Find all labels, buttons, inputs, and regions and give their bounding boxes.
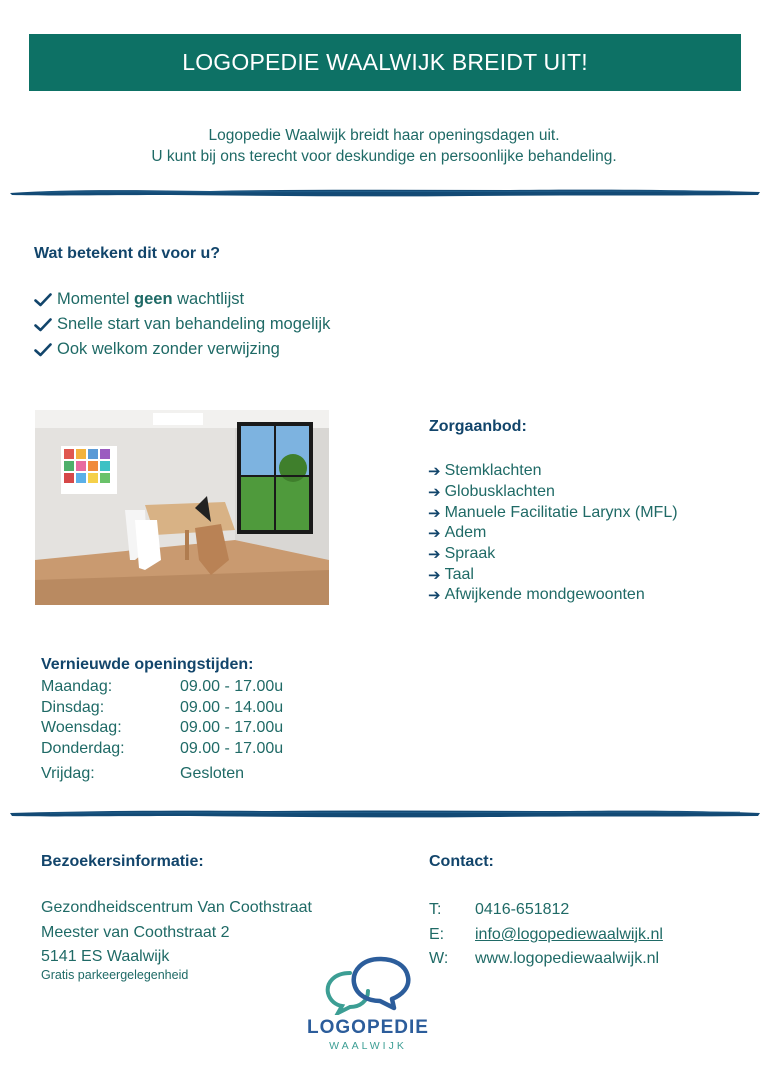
- services-heading: Zorgaanbod:: [429, 418, 527, 435]
- email-link[interactable]: info@logopediewaalwijk.nl: [475, 925, 663, 943]
- service-label: Globusklachten: [444, 483, 555, 501]
- hours-day: Dinsdag:: [41, 698, 105, 716]
- benefit-text: Ook welkom zonder verwijzing: [57, 340, 280, 358]
- hours-row: [41, 698, 283, 719]
- arrow-right-icon: ➔: [428, 484, 441, 502]
- benefits-list: [34, 287, 330, 362]
- address-line: Gezondheidscentrum Van Coothstraat: [41, 899, 312, 917]
- address-line: 5141 ES Waalwijk: [41, 948, 170, 966]
- hours-day: Maandag:: [41, 678, 113, 696]
- benefit-item: [34, 312, 330, 337]
- treatment-room-photo: [35, 410, 329, 605]
- email-label: E:: [429, 925, 445, 943]
- service-item: [428, 585, 678, 606]
- website-link[interactable]: www.logopediewaalwijk.nl: [475, 950, 660, 968]
- service-label: Manuele Facilitatie Larynx (MFL): [444, 503, 678, 521]
- hours-row: [41, 739, 283, 760]
- logo-name: LOGOPEDIE: [307, 1017, 429, 1038]
- checkmark-icon: [34, 293, 52, 307]
- intro-line-1: Logopedie Waalwijk breidt haar openingsdagen uit.: [208, 127, 560, 144]
- arrow-right-icon: ➔: [428, 463, 441, 481]
- service-item: [428, 523, 678, 544]
- hours-time: Gesloten: [180, 765, 245, 783]
- brush-divider-bottom: [10, 807, 760, 821]
- parking-note: Gratis parkeergelegenheid: [41, 968, 189, 982]
- benefit-text-pre: Momentel: [57, 290, 135, 308]
- service-item: [428, 482, 678, 503]
- visitor-address: [41, 896, 312, 970]
- hours-time: 09.00 - 14.00u: [180, 698, 284, 716]
- intro-line-2: U kunt bij ons terecht voor deskundige en persoonlijke behandeling.: [151, 148, 617, 165]
- checkmark-icon: [34, 318, 52, 332]
- hours-day: Donderdag:: [41, 739, 125, 757]
- hours-time: 09.00 - 17.00u: [180, 739, 284, 757]
- hours-time: 09.00 - 17.00u: [180, 719, 284, 737]
- checkmark-icon: [34, 343, 52, 357]
- logo-subtitle: WAALWIJK: [329, 1040, 407, 1052]
- phone-number: 0416-651812: [475, 901, 570, 919]
- hours-day: Vrijdag:: [41, 765, 95, 783]
- benefit-item: [34, 287, 330, 312]
- address-line: Meester van Coothstraat 2: [41, 923, 230, 941]
- arrow-right-icon: ➔: [428, 566, 441, 584]
- brush-divider-top: [10, 186, 760, 200]
- hours-row: [41, 718, 283, 739]
- benefit-text-post: wachtlijst: [172, 290, 245, 308]
- arrow-right-icon: ➔: [428, 546, 441, 564]
- page-banner: [29, 34, 741, 91]
- service-label: Taal: [444, 565, 474, 583]
- service-item: [428, 502, 678, 523]
- phone-label: T:: [429, 901, 442, 919]
- banner-title: LOGOPEDIE WAALWIJK BREIDT UIT!: [182, 49, 588, 75]
- opening-hours-table: [41, 677, 283, 785]
- contact-web-row: [429, 947, 663, 972]
- service-label: Spraak: [444, 545, 496, 563]
- contact-block: [429, 898, 663, 972]
- arrow-right-icon: ➔: [428, 504, 441, 522]
- hours-day: Woensdag:: [41, 719, 122, 737]
- web-label: W:: [429, 950, 449, 968]
- logo: [303, 955, 433, 1055]
- contact-email-row: [429, 923, 663, 948]
- intro-text: [0, 125, 768, 167]
- service-label: Adem: [444, 524, 487, 542]
- hours-row: [41, 764, 283, 785]
- benefit-item: [34, 337, 330, 362]
- services-list: [428, 461, 678, 606]
- service-item: [428, 461, 678, 482]
- speech-bubbles-icon: [320, 955, 416, 1015]
- benefits-heading: Wat betekent dit voor u?: [34, 245, 221, 262]
- contact-phone-row: [429, 898, 663, 923]
- service-label: Stemklachten: [444, 462, 542, 480]
- arrow-right-icon: ➔: [428, 587, 441, 605]
- hours-row: [41, 677, 283, 698]
- contact-heading: Contact:: [429, 853, 494, 870]
- visitor-heading: Bezoekersinformatie:: [41, 853, 204, 870]
- service-label: Afwijkende mondgewoonten: [444, 586, 645, 604]
- benefit-text-bold: geen: [134, 290, 173, 308]
- arrow-right-icon: ➔: [428, 525, 441, 543]
- hours-time: 09.00 - 17.00u: [180, 678, 284, 696]
- service-item: [428, 564, 678, 585]
- hours-heading: Vernieuwde openingstijden:: [41, 656, 254, 673]
- service-item: [428, 544, 678, 565]
- benefit-text: Snelle start van behandeling mogelijk: [57, 315, 331, 333]
